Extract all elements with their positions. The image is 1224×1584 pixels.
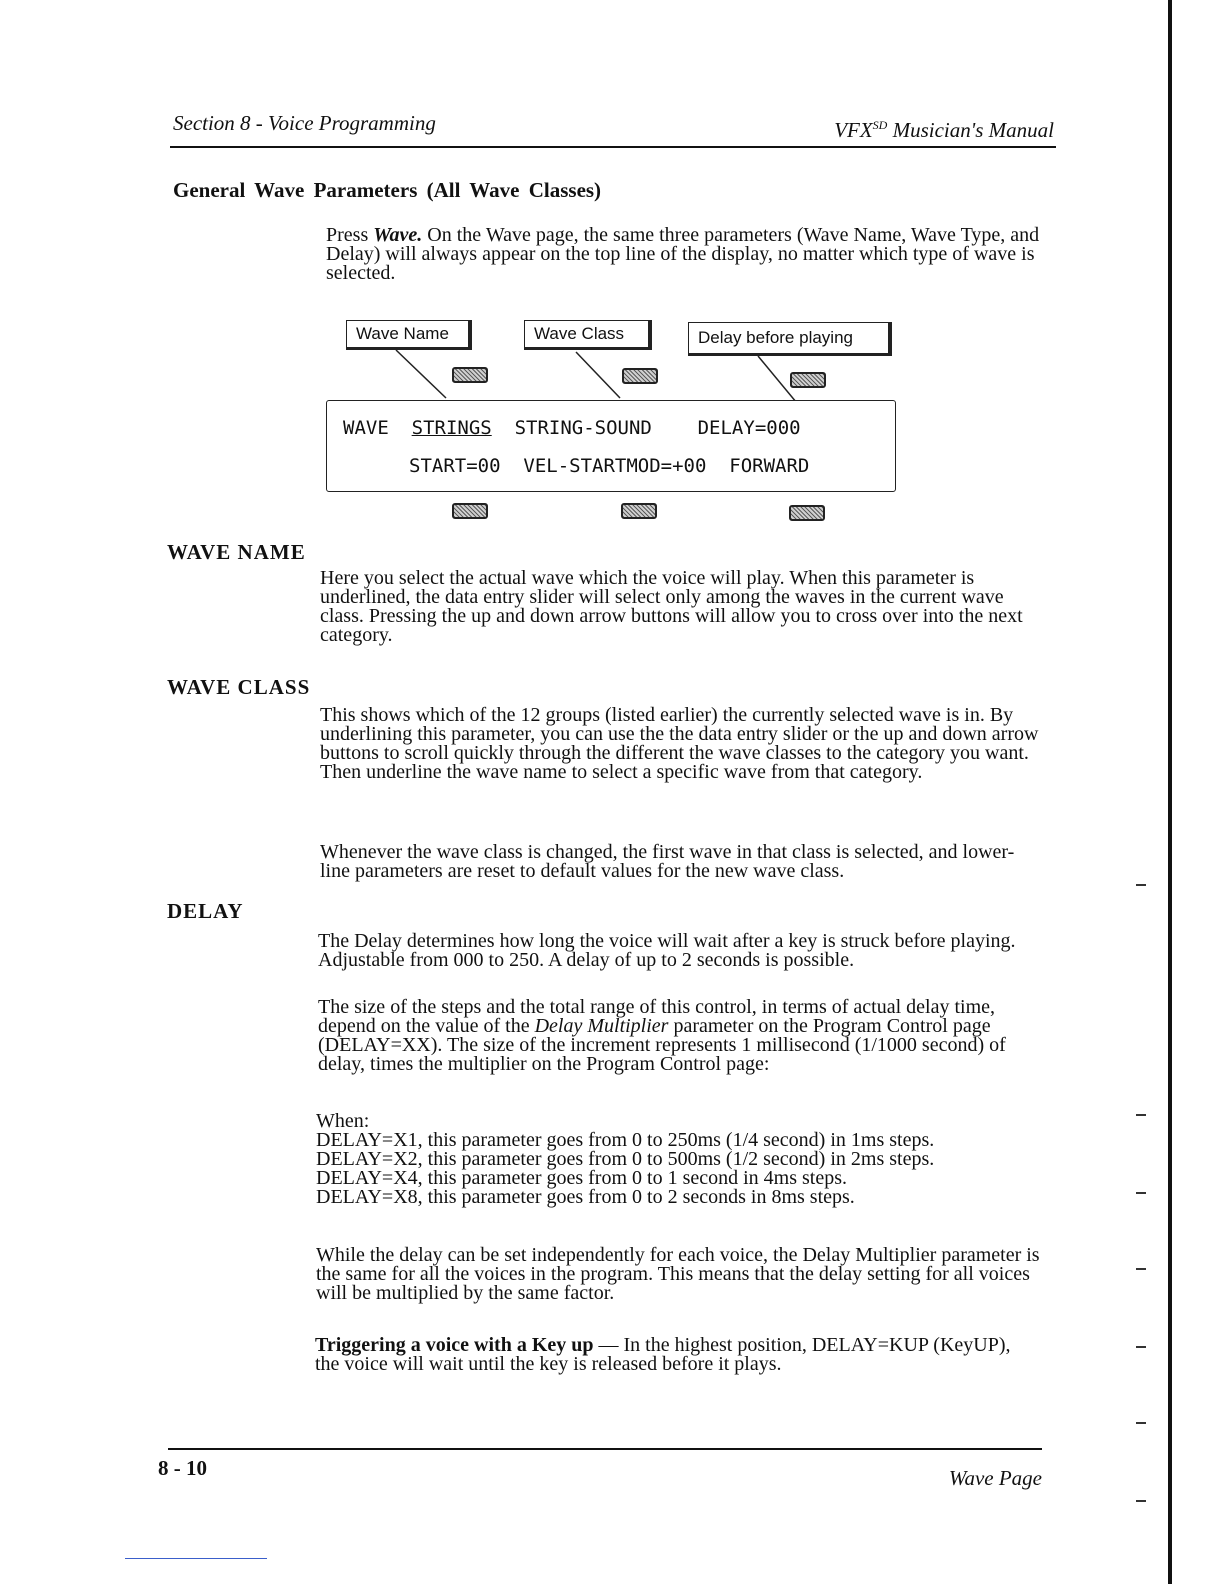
soft-button-bottom-1[interactable] (452, 503, 488, 519)
when-label: When: (316, 1110, 370, 1132)
header-manual-title: $VFX^{SD}$ Musician's Manual (834, 118, 1054, 142)
lcd-underlined-field: STRINGS (411, 417, 492, 439)
delay-paragraph-1: The Delay determines how long the voice will wait after a key is struck before playing. Adjustable from 000 to 250. A delay of up to 2 seconds is possible. (318, 930, 1016, 971)
delay-multiplier-list (316, 1112, 1046, 1207)
footer-page-title: Wave Page (948, 1466, 1042, 1490)
key-up-paragraph: Triggering a voice with a Key up — In the highest position, DELAY=KUP (KeyUP), the voice will wait until the key is released before it plays. (315, 1334, 1011, 1375)
list-item: DELAY=X2, this parameter goes from 0 to 500ms (1/2 second) in 2ms steps. (316, 1148, 935, 1170)
soft-button-bottom-3[interactable] (789, 505, 825, 521)
footnote-rule (125, 1558, 267, 1559)
wave-class-heading: WAVE CLASS (167, 675, 311, 699)
wave-name-heading: WAVE NAME (167, 540, 306, 564)
margin-mark (1136, 1114, 1146, 1116)
delay-multiplier-emphasis: Delay Multiplier (534, 1015, 669, 1037)
delay-paragraph-3: While the delay can be set independently for each voice, the Delay Multiplier parameter is the same for all the voices in the program. This means that the delay setting for all voices will be multiplied by the same factor. (316, 1244, 1040, 1304)
section-heading: General Wave Parameters (All Wave Classes) (173, 178, 602, 202)
wave-key-emphasis: Wave. (373, 224, 423, 246)
wave-class-paragraph-1: This shows which of the 12 groups (listed earlier) the currently selected wave is in. By underlining this parameter, you can use the the data entry slider or the up and down arrow buttons to scroll quickly through the different the wave classes to the category you want. Then underline the wave name to select a specific wave from that category. (320, 704, 1039, 783)
wave-class-paragraph-2: Whenever the wave class is changed, the first wave in that class is selected, and lower-line parameters are reset to default values for the new wave class. (320, 841, 1015, 882)
margin-mark (1136, 884, 1146, 886)
lcd-display (326, 400, 896, 492)
callout-wave-class: Wave Class (524, 320, 652, 350)
margin-mark (1136, 1346, 1146, 1348)
callout-wave-name: Wave Name (346, 320, 472, 350)
callout-pointer-lines (0, 0, 1224, 600)
list-item: DELAY=X1, this parameter goes from 0 to 250ms (1/4 second) in 1ms steps. (316, 1129, 935, 1151)
binding-edge (1168, 0, 1172, 1584)
lcd-line-2: START=00 VEL-STARTMOD=+00 FORWARD (409, 455, 810, 477)
margin-mark (1136, 1422, 1146, 1424)
delay-heading: DELAY (167, 899, 244, 923)
intro-paragraph: Press Wave. On the Wave page, the same three parameters (Wave Name, Wave Type, and Delay) will always appear on the top line of the display, no matter which type of wave is selected. (326, 224, 1040, 284)
margin-mark (1136, 1500, 1146, 1502)
soft-button-top-2[interactable] (622, 368, 658, 384)
wave-name-paragraph: Here you select the actual wave which the voice will play. When this parameter is underlined, the data entry slider will select only among the waves in the current wave class. Pressing the up and down arrow buttons will allow you to cross over into the next category. (320, 567, 1023, 646)
header-section-title: Section 8 - Voice Programming (173, 111, 436, 135)
soft-button-top-1[interactable] (452, 367, 488, 383)
delay-paragraph-2: The size of the steps and the total range of this control, in terms of actual delay time, depend on the value of the Delay Multiplier parameter on the Program Control page (DELAY=XX). The size of the increment represents 1 millisecond (1/1000 second) of delay, times the multiplier on the Program Control page: (318, 996, 1006, 1075)
key-up-bold-lead: Triggering a voice with a Key up (315, 1334, 594, 1356)
lcd-line-1: WAVE STRINGS STRING-SOUND DELAY=000 (343, 417, 801, 439)
list-item: DELAY=X8, this parameter goes from 0 to 2 seconds in 8ms steps. (316, 1186, 855, 1208)
soft-button-top-3[interactable] (790, 372, 826, 388)
list-item: DELAY=X4, this parameter goes from 0 to 1 second in 4ms steps. (316, 1167, 848, 1189)
page-number: 8 - 10 (158, 1456, 207, 1480)
soft-button-bottom-2[interactable] (621, 503, 657, 519)
callout-delay: Delay before playing (688, 322, 892, 356)
margin-mark (1136, 1192, 1146, 1194)
margin-mark (1136, 1268, 1146, 1270)
footer-rule (168, 1448, 1042, 1450)
